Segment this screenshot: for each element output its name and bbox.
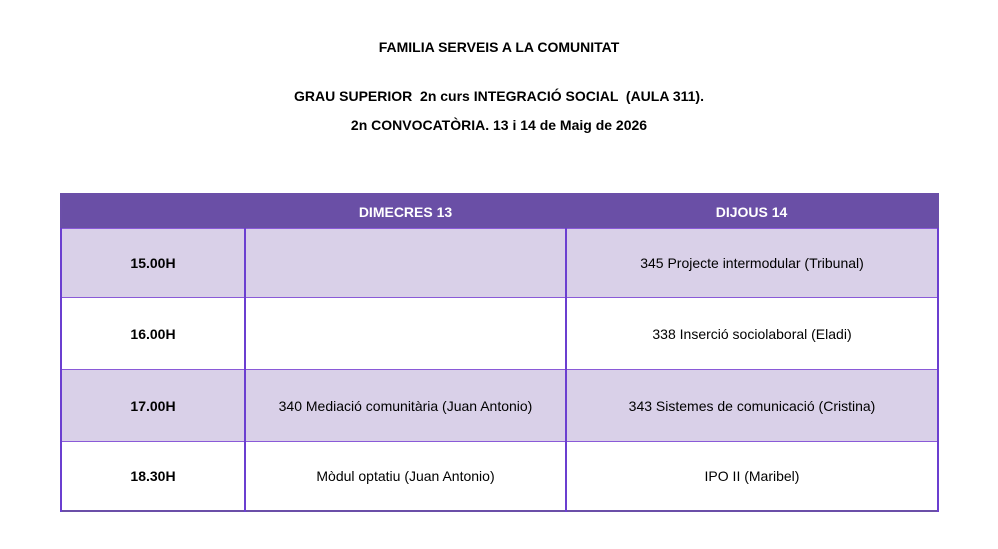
wednesday-cell: Mòdul optatiu (Juan Antonio) [245, 442, 566, 512]
table-row [61, 229, 938, 298]
table-header-row [61, 194, 938, 229]
exam-schedule-table [60, 193, 939, 512]
time-cell: 15.00H [61, 229, 245, 298]
thursday-cell: 343 Sistemes de comunicació (Cristina) [566, 370, 938, 442]
course-title: GRAU SUPERIOR 2n curs INTEGRACIÓ SOCIAL (AULA 311). [294, 88, 704, 104]
time-cell: 17.00H [61, 370, 245, 442]
thursday-cell: 338 Inserció sociolaboral (Eladi) [566, 298, 938, 370]
family-title: FAMILIA SERVEIS A LA COMUNITAT [378, 39, 620, 55]
table-row [61, 370, 938, 442]
time-cell: 18.30H [61, 442, 245, 512]
wednesday-cell [245, 229, 566, 298]
thursday-cell: IPO II (Maribel) [566, 442, 938, 512]
column-header-thursday: DIJOUS 14 [566, 194, 938, 229]
table-row [61, 442, 938, 512]
wednesday-cell [245, 298, 566, 370]
column-header-time [61, 194, 245, 229]
exam-date-title: 2n CONVOCATÒRIA. 13 i 14 de Maig de 2026 [350, 117, 648, 133]
thursday-cell: 345 Projecte intermodular (Tribunal) [566, 229, 938, 298]
column-header-wednesday: DIMECRES 13 [245, 194, 566, 229]
wednesday-cell: 340 Mediació comunitària (Juan Antonio) [245, 370, 566, 442]
table-row [61, 298, 938, 370]
time-cell: 16.00H [61, 298, 245, 370]
